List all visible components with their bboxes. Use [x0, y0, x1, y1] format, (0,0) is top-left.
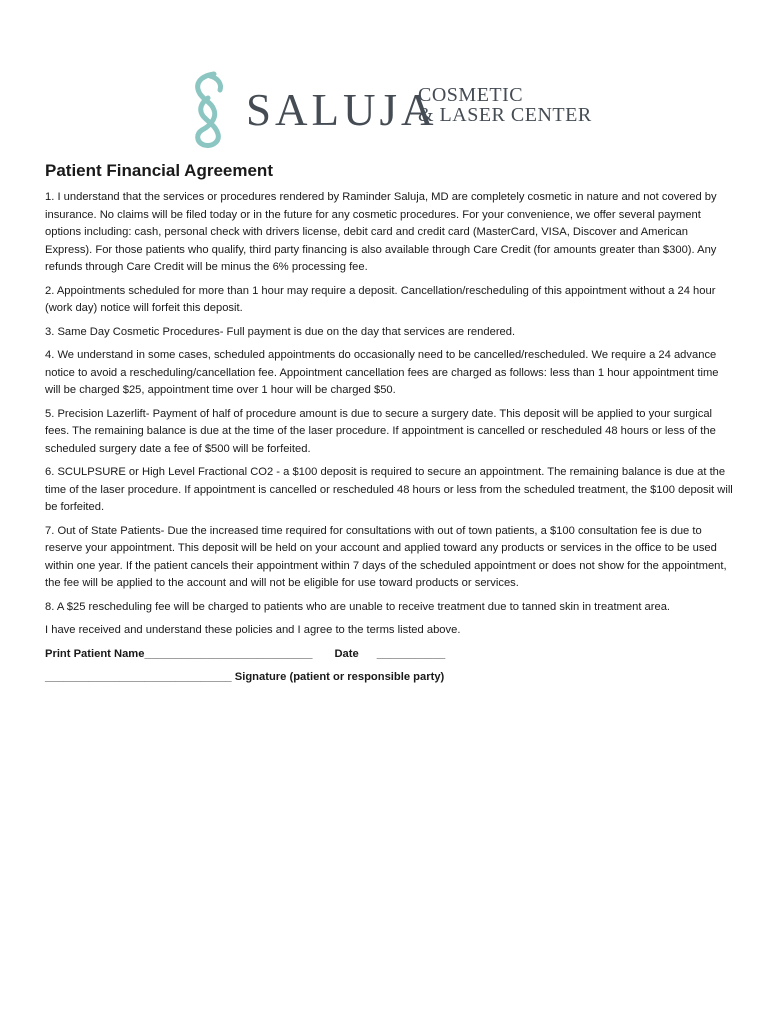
date-field[interactable]: ___________	[376, 647, 446, 660]
signature-row	[45, 669, 735, 687]
print-name-field[interactable]: Print Patient Name___________________________	[45, 647, 313, 660]
clause-5: 5. Precision Lazerlift- Payment of half of procedure amount is due to secure a surgery date. This deposit will be applied to your surgical fees. The remaining balance is due at the time of the laser procedure. If appointment is cancelled or rescheduled 48 hours or less of the scheduled surgery date a fee of $500 will be forfeited.	[45, 407, 716, 455]
acknowledgement: I have received and understand these policies and I agree to the terms listed above.	[45, 624, 461, 636]
document-title: Patient Financial Agreement	[45, 161, 273, 180]
clause-8: 8. A $25 rescheduling fee will be charged to patients who are unable to receive treatment due to tanned skin in treatment area.	[45, 600, 671, 613]
logo-name: SALUJA	[246, 85, 438, 135]
signature-label: Signature (patient or responsible party)	[231, 671, 445, 683]
agreement-body	[45, 160, 735, 693]
clause-4: 4. We understand in some cases, scheduled appointments do occasionally need to be cancelled/rescheduled. We require a 24 advance notice to avoid a rescheduling/cancellation fee. Appointment cancellation fees are charged as follows: less than 1 hour appointment time will be charged $25, appointment time over 1 hour will be charged $50.	[45, 349, 719, 396]
saluja-logo	[188, 70, 592, 148]
date-label: Date	[334, 647, 359, 660]
logo-mark-icon	[188, 70, 228, 148]
clause-3: 3. Same Day Cosmetic Procedures- Full payment is due on the day that services are rendered.	[45, 325, 516, 338]
logo-subtitle-line2: & LASER CENTER	[418, 104, 592, 126]
print-name-row	[45, 646, 735, 664]
logo-subtitle	[418, 85, 592, 125]
clause-1: 1. I understand that the services or procedures rendered by Raminder Saluja, MD are completely cosmetic in nature and not covered by insurance. No claims will be filed today or in the future for any cosmetic procedures. For your convenience, we offer several payment options including: cash, personal check with drivers license, debit card and credit card (MasterCard, VISA, Discover and American Express). For those patients who qualify, third party financing is also available through Care Credit (for amounts greater than $300). Any refunds through Care Credit will be minus the 6% processing fee.	[45, 191, 717, 273]
clause-2: 2. Appointments scheduled for more than 1 hour may require a deposit. Cancellation/rescheduling of this appointment without a 24 hour (work day) notice will forfeit this deposit.	[45, 284, 716, 314]
clause-6: 6. SCULPSURE or High Level Fractional CO2 - a $100 deposit is required to secure an appointment. The remaining balance is due at the time of the laser procedure. If appointment is cancelled or rescheduled 48 hours or less from the scheduled treatment, the $100 deposit will be forfeited.	[45, 466, 733, 513]
logo-subtitle-line1: COSMETIC	[418, 84, 524, 106]
signature-field[interactable]: ______________________________	[45, 671, 232, 683]
clause-7: 7. Out of State Patients- Due the increased time required for consultations with out of town patients, a $100 consultation fee is due to reserve your appointment. This deposit will be held on your account and applied toward any products or services in the office to be used within one year. If the patient cancels their appointment within 7 days of the scheduled appointment or does not show for the appointment, the fee will be applied to the account and will not be eligible for use toward products or services.	[45, 524, 727, 589]
